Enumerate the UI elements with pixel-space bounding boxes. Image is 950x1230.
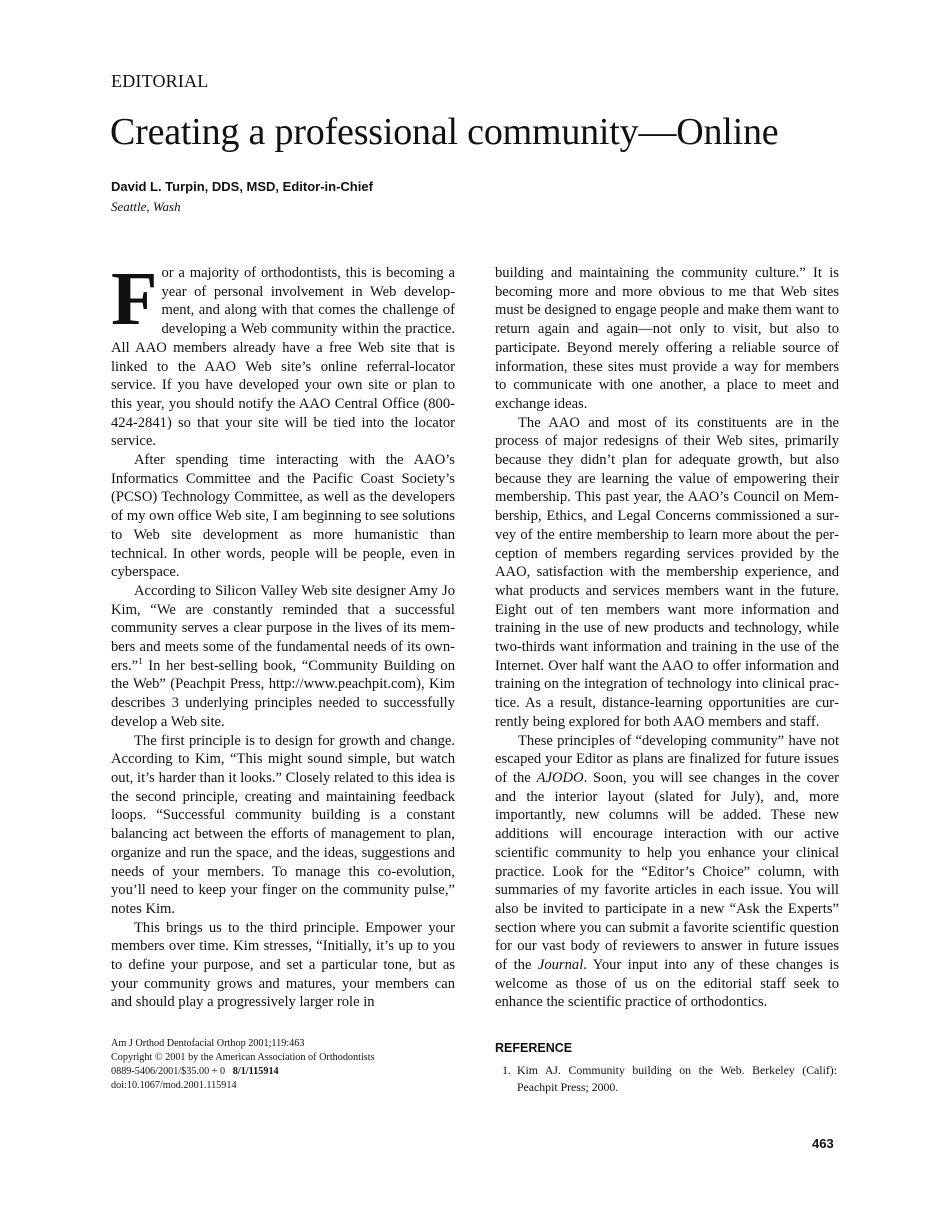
- journal-abbrev: AJODO: [536, 769, 584, 786]
- paragraph: The first principle is to design for growth and change. According to Kim, “This might sound simple, but watch out, it’s harder than it looks.” Closely related to this idea is the second principle, creating and maintaining feedback loops. “Successful community building is a constant balancing act between the efforts of management to plan, organize and run the space, and the ideas, suggestions and needs of your members. To manage this co-evolution, you’ll need to keep your finger on the community pulse,” notes Kim.: [111, 732, 455, 917]
- reference-number: 1.: [502, 1063, 511, 1077]
- paragraph: According to Silicon Valley Web site designer Amy Jo Kim, “We are constantly reminded that a successful community serves a clear purpose in the lives of its members and meets some of the fundamental needs of its owners.”$^1$ In her best-selling book, “Community Building on the Web” (Peachpit Press, http://www.peachpit.com), Kim describes 3 underlying principles needed to successfully develop a Web site.: [111, 582, 455, 730]
- body-column-right: [495, 264, 839, 1012]
- citation-journal: Am J Orthod Dentofacial Orthop 2001;119:463: [111, 1038, 305, 1049]
- paragraph: After spending time interacting with the AAO’s Informatics Committee and the Pacific Coast Society’s (PCSO) Technology Committee, as well as the developers of my own office Web site, I am beginning to see solutions to Web site development as more humanistic than technical. In other words, people will be people, even in cyberspace.: [111, 452, 455, 581]
- reference-text: Kim AJ. Community building on the Web. Berkeley (Calif): Peachpit Press; 2000.: [517, 1063, 837, 1094]
- reference-heading: REFERENCE: [495, 1041, 573, 1055]
- section-label: EDITORIAL: [111, 71, 209, 91]
- paragraph: The AAO and most of its constituents are in the process of major redesigns of their Web sites, primarily because they didn’t plan for adequate growth, but also because they are learning the value of empowering their membership. This past year, the AAO’s Council on Membership, Ethics, and Legal Concerns commissioned a survey of the entire membership to learn more about the perception of members regarding services provided by the AAO, satisfaction with the membership experience, and what products and services members want in the future. Eight out of ten members want more information and training in the use of new products and technology, while two-thirds want information and training in the use of the Internet. Over half want the AAO to offer information and training on the integration of technology into clinical practice. As a result, distance-learning opportunities are currently being explored for both AAO members and staff.: [495, 414, 839, 730]
- drop-cap: F: [111, 257, 158, 341]
- footnote-ref[interactable]: 1: [138, 655, 143, 666]
- page-number: 463: [812, 1136, 834, 1151]
- journal-name: Journal: [537, 957, 584, 974]
- paragraph: These principles of “developing community” have not escaped your Editor as plans are finalized for future issues of the AJODO. Soon, you will see changes in the cover and the interior layout (slated for July), and, more importantly, new columns will be added. These new additions will encourage interaction with our active scientific community to help you enhance your clinical practice. Look for the “Editor’s Choice” column, with summaries of my favorite articles in each issue. You will also be invited to participate in a new “Ask the Experts” section where you can submit a favorite scientific question for our vast body of reviewers to answer in future issues of the Journal. Your input into any of these changes is welcome as those of us on the editorial staff seek to enhance the scientific practice of orthodontics.: [495, 732, 839, 1011]
- author-byline: David L. Turpin, DDS, MSD, Editor-in-Chief: [111, 179, 373, 194]
- citation-issn: 0889-5406/2001/$35.00 + 0 8/1/115914: [111, 1066, 279, 1077]
- reference-list: [495, 1062, 837, 1095]
- citation-doi[interactable]: doi:10.1067/mod.2001.115914: [111, 1080, 237, 1091]
- citation-block: [111, 1037, 375, 1093]
- paragraph: This brings us to the third principle. Empower your members over time. Kim stresses, “Initially, it’s up to you to define your purpose, and set a particular tone, but as your community grows and matures, your members can and should play a progressively larger role in: [111, 919, 455, 1011]
- article-title: Creating a professional community—Online: [110, 111, 779, 153]
- author-affiliation: Seattle, Wash: [111, 199, 181, 214]
- reference-item: [495, 1062, 837, 1095]
- citation-copyright: Copyright © 2001 by the American Association of Orthodontists: [111, 1052, 375, 1063]
- paragraph-continued: building and maintaining the community culture.” It is becoming more and more obvious to me that Web sites must be designed to engage people and make them want to return again and again—not only to visit, but also to participate. Beyond merely offering a reliable source of information, these sites must provide a way for members to communicate with one another, a place to meet and exchange ideas.: [495, 265, 839, 412]
- paragraph-intro: For a majority of orthodontists, this is becoming a year of personal involvement in Web development, and along with that comes the challenge of developing a Web community within the practice. All AAO members already have a free Web site that is linked to the AAO Web site’s online referral-locator service. If you have developed your own site or plan to this year, you should notify the AAO Central Office (800-424-2841) so that your site will be tied into the locator service.: [111, 257, 455, 450]
- body-column-left: [111, 257, 455, 1012]
